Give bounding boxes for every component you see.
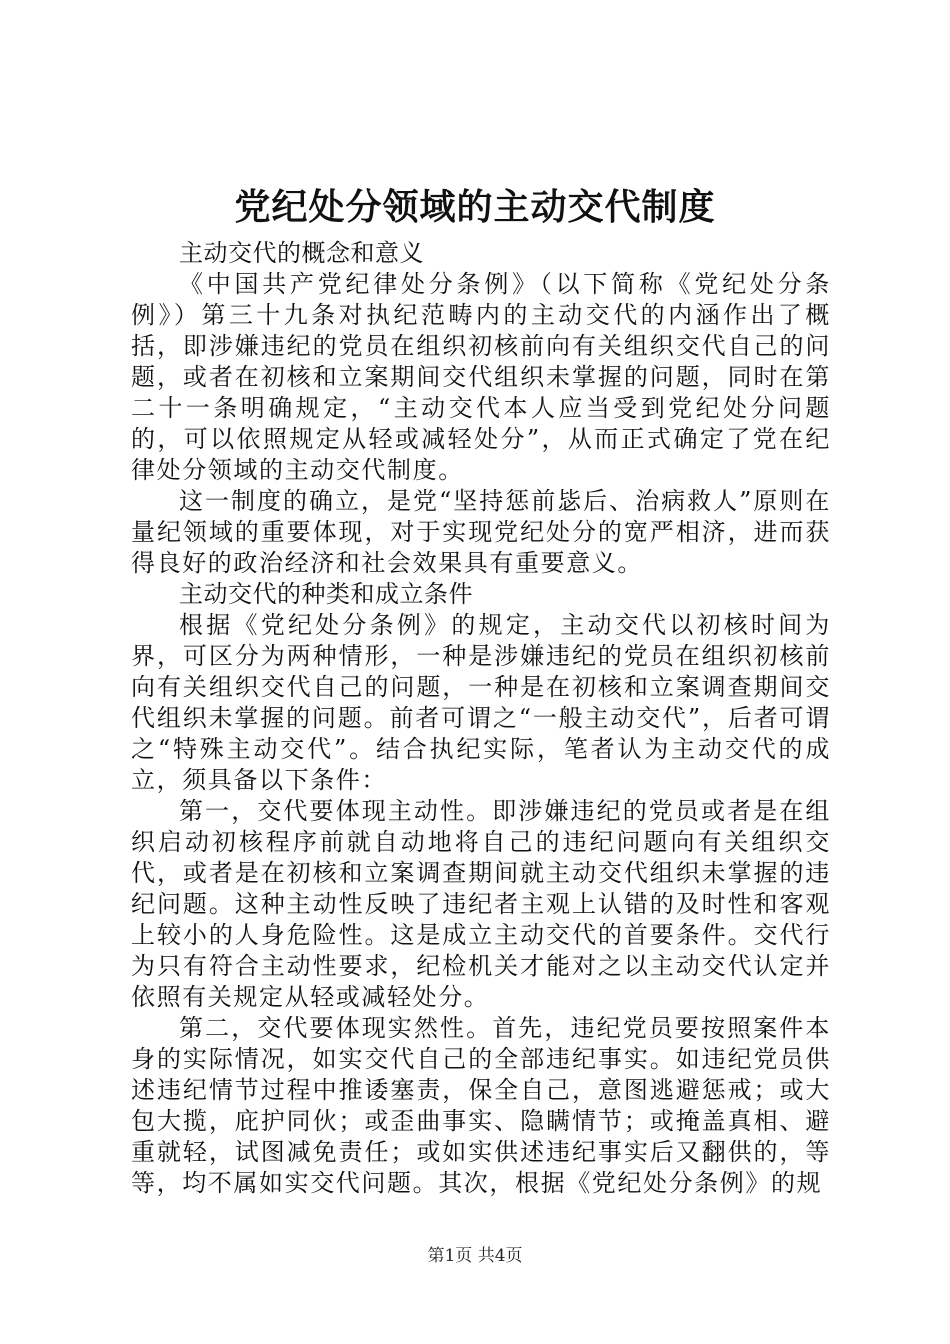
body-paragraph: 根据《党纪处分条例》的规定，主动交代以初核时间为界，可区分为两种情形，一种是涉嫌违纪的党员在组织初核前向有关组织交代自己的问题，一种是在初核和立案调查期间交代组织未掌握的问题。前者可谓之“一般主动交代”，后者可谓之“特殊主动交代”。结合执纪实际，笔者认为主动交代的成立，须具备以下条件： bbox=[131, 611, 831, 794]
section-heading: 主动交代的种类和成立条件 bbox=[179, 580, 473, 608]
page-title: 党纪处分领域的主动交代制度 bbox=[234, 186, 716, 228]
page-number-footer: 第1页 共4页 bbox=[427, 1246, 523, 1266]
body-paragraph: 这一制度的确立，是党“坚持惩前毖后、治病救人”原则在量纪领域的重要体现，对于实现党纪处分的宽严相济，进而获得良好的政治经济和社会效果具有重要意义。 bbox=[131, 487, 831, 577]
document-body bbox=[131, 238, 831, 1199]
section-heading: 主动交代的概念和意义 bbox=[179, 239, 424, 267]
body-paragraph: 第二，交代要体现实然性。首先，违纪党员要按照案件本身的实际情况，如实交代自己的全部违纪事实。如违纪党员供述违纪情节过程中推诿塞责，保全自己，意图逃避惩戒；或大包大揽，庇护同伙；或歪曲事实、隐瞒情节；或掩盖真相、避重就轻，试图减免责任；或如实供述违纪事实后又翻供的，等等，均不属如实交代问题。其次，根据《党纪处分条例》的规 bbox=[131, 1014, 831, 1197]
body-paragraph: 第一，交代要体现主动性。即涉嫌违纪的党员或者是在组织启动初核程序前就自动地将自己的违纪问题向有关组织交代，或者是在初核和立案调查期间就主动交代组织未掌握的违纪问题。这种主动性反映了违纪者主观上认错的及时性和客观上较小的人身危险性。这是成立主动交代的首要条件。交代行为只有符合主动性要求，纪检机关才能对之以主动交代认定并依照有关规定从轻或减轻处分。 bbox=[131, 797, 831, 1011]
body-paragraph: 《中国共产党纪律处分条例》（以下简称《党纪处分条例》）第三十九条对执纪范畴内的主动交代的内涵作出了概括，即涉嫌违纪的党员在组织初核前向有关组织交代自己的问题，或者在初核和立案期间交代组织未掌握的问题，同时在第二十一条明确规定，“主动交代本人应当受到党纪处分问题的，可以依照规定从轻或减轻处分”，从而正式确定了党在纪律处分领域的主动交代制度。 bbox=[131, 270, 831, 484]
